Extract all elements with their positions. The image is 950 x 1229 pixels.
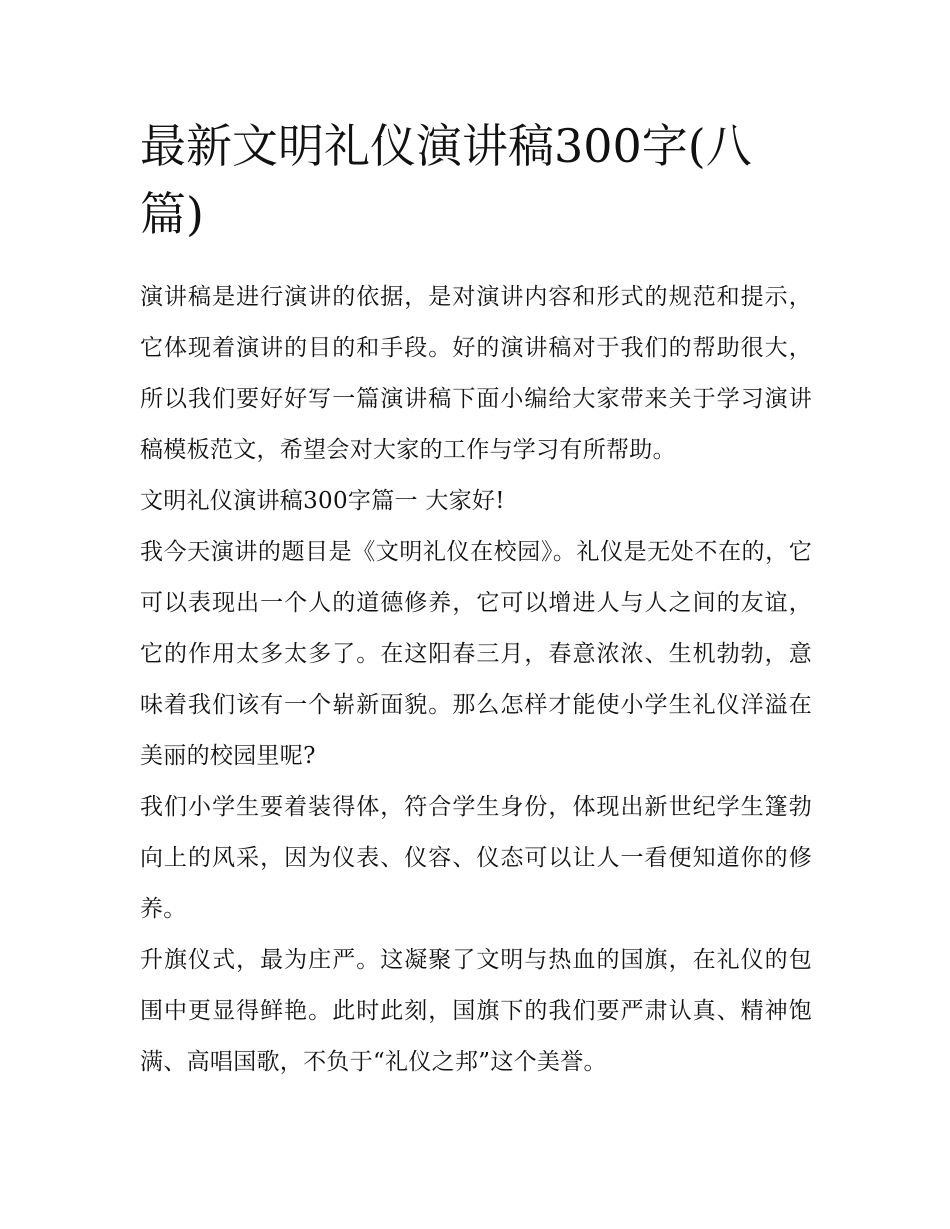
paragraph-speech-topic: 我今天演讲的题目是《文明礼仪在校园》。礼仪是无处不在的，它可以表现出一个人的道德修养，它可以增进人与人之间的友谊，它的作用太多太多了。在这阳春三月，春意浓浓、生机勃勃，意味着我们该有一个崭新面貌。那么怎样才能使小学生礼仪洋溢在美丽的校园里呢? bbox=[140, 539, 812, 769]
document-body bbox=[140, 272, 812, 1088]
paragraph-dress: 我们小学生要着装得体，符合学生身份，体现出新世纪学生篷勃向上的风采，因为仪表、仪容、仪态可以让人一看便知道你的修养。 bbox=[140, 794, 812, 922]
document-content bbox=[140, 112, 812, 1088]
paragraph-intro: 演讲稿是进行演讲的依据，是对演讲内容和形式的规范和提示，它体现着演讲的目的和手段。好的演讲稿对于我们的帮助很大，所以我们要好好写一篇演讲稿下面小编给大家带来关于学习演讲稿模板范文，希望会对大家的工作与学习有所帮助。 bbox=[140, 284, 812, 463]
document-title: 最新文明礼仪演讲稿300字(八篇) bbox=[140, 119, 752, 241]
paragraph-flag-ceremony: 升旗仪式，最为庄严。这凝聚了文明与热血的国旗，在礼仪的包围中更显得鲜艳。此时此刻，国旗下的我们要严肃认真、精神饱满、高唱国歌，不负于“礼仪之邦”这个美誉。 bbox=[140, 947, 812, 1075]
paragraph-section-heading: 文明礼仪演讲稿300字篇一 大家好! bbox=[140, 488, 505, 514]
